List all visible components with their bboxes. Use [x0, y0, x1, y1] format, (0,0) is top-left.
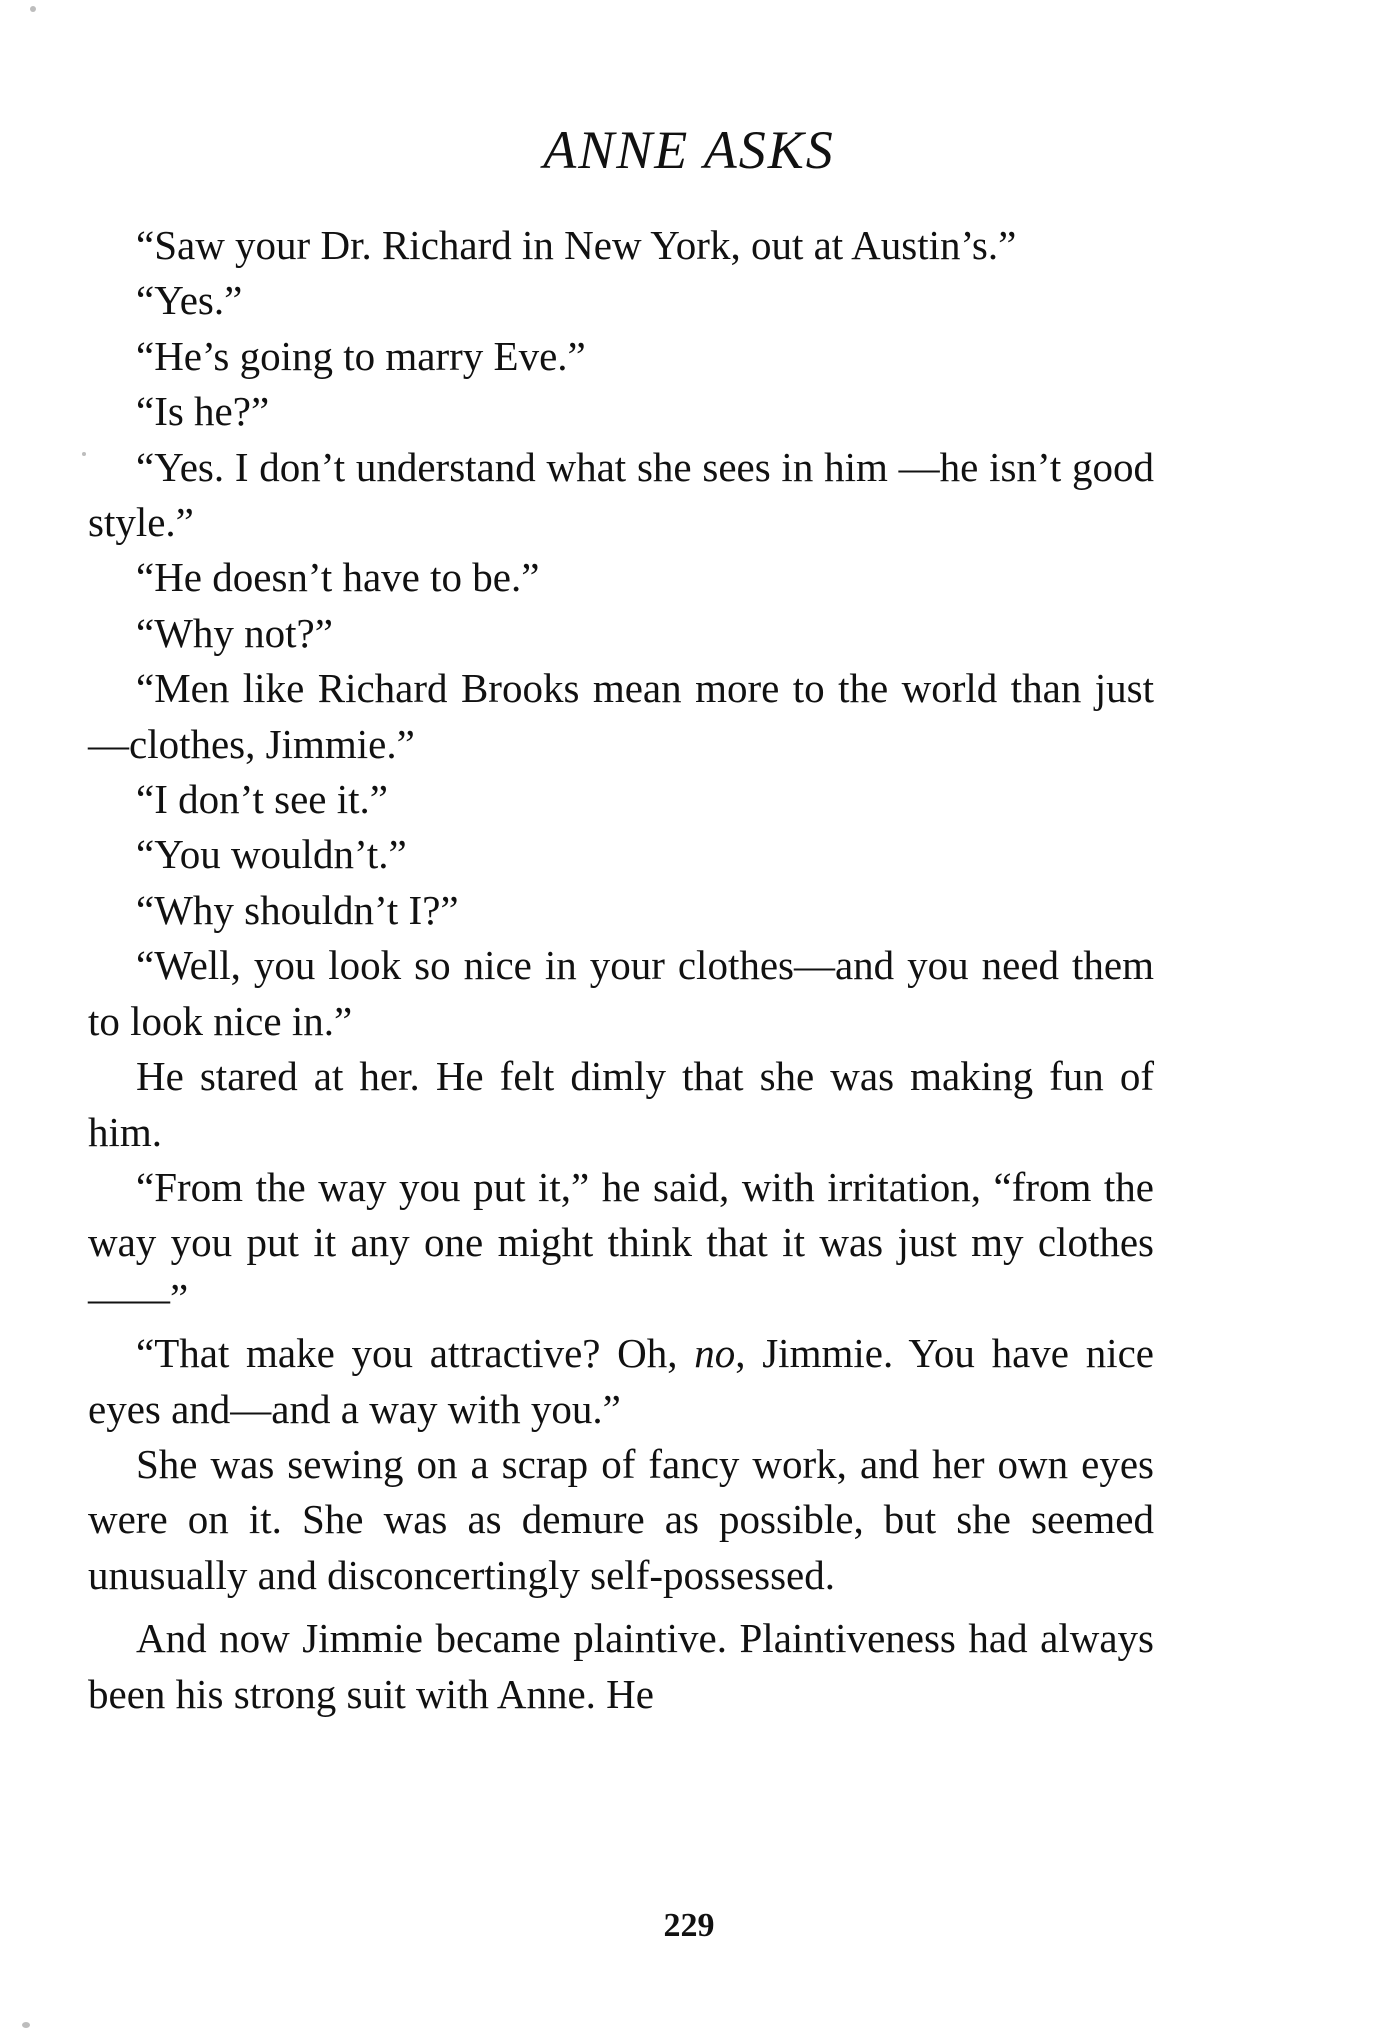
paragraph — [88, 1326, 1154, 1437]
page-number: 229 — [663, 1907, 715, 1944]
paragraph: “He doesn’t have to be.” — [136, 554, 540, 601]
paragraph: And now Jimmie became plaintive. Plaintiveness had always been his strong suit with Anne. He — [88, 1615, 1154, 1717]
paragraph: “Yes. I don’t understand what she sees in him —he isn’t good style.” — [88, 443, 1154, 546]
paragraph: “Is he?” — [136, 388, 270, 435]
scan-speck — [82, 452, 86, 456]
paragraph: “Men like Richard Brooks mean more to the world than just—clothes, Jimmie.” — [88, 665, 1154, 767]
paragraph-text: “That make you attractive? Oh, — [136, 1330, 695, 1377]
paragraph: “Why not?” — [136, 609, 333, 656]
emphasis: no — [694, 1330, 736, 1377]
paragraph: “You wouldn’t.” — [136, 831, 407, 878]
paragraph: “From the way you put it,” he said, with irritation, “from the way you put it any one might think that it was just my clothes ——” — [88, 1163, 1154, 1321]
paragraph: “Saw your Dr. Richard in New York, out at Austin’s.” — [136, 222, 1017, 268]
paragraph: “He’s going to marry Eve.” — [136, 332, 586, 379]
scan-speck — [22, 2022, 30, 2028]
paragraph: “Well, you look so nice in your clothes—and you need them to look nice in.” — [88, 942, 1154, 1044]
paragraph: “I don’t see it.” — [136, 776, 388, 823]
running-head: ANNE ASKS — [543, 120, 835, 180]
paragraph: “Yes.” — [136, 277, 243, 324]
paragraph-text: , Jimmie. You have nice eyes and—and a way with you.” — [88, 1330, 1155, 1432]
paragraph: He stared at her. He felt dimly that she was making fun of him. — [88, 1053, 1154, 1155]
page-body — [88, 218, 1154, 1722]
paragraph: “Why shouldn’t I?” — [136, 886, 459, 933]
scan-speck — [30, 6, 36, 12]
paragraph: She was sewing on a scrap of fancy work, and her own eyes were on it. She was as demure as possible, but she seemed unusually and disconcertingly self-possessed. — [88, 1440, 1154, 1598]
